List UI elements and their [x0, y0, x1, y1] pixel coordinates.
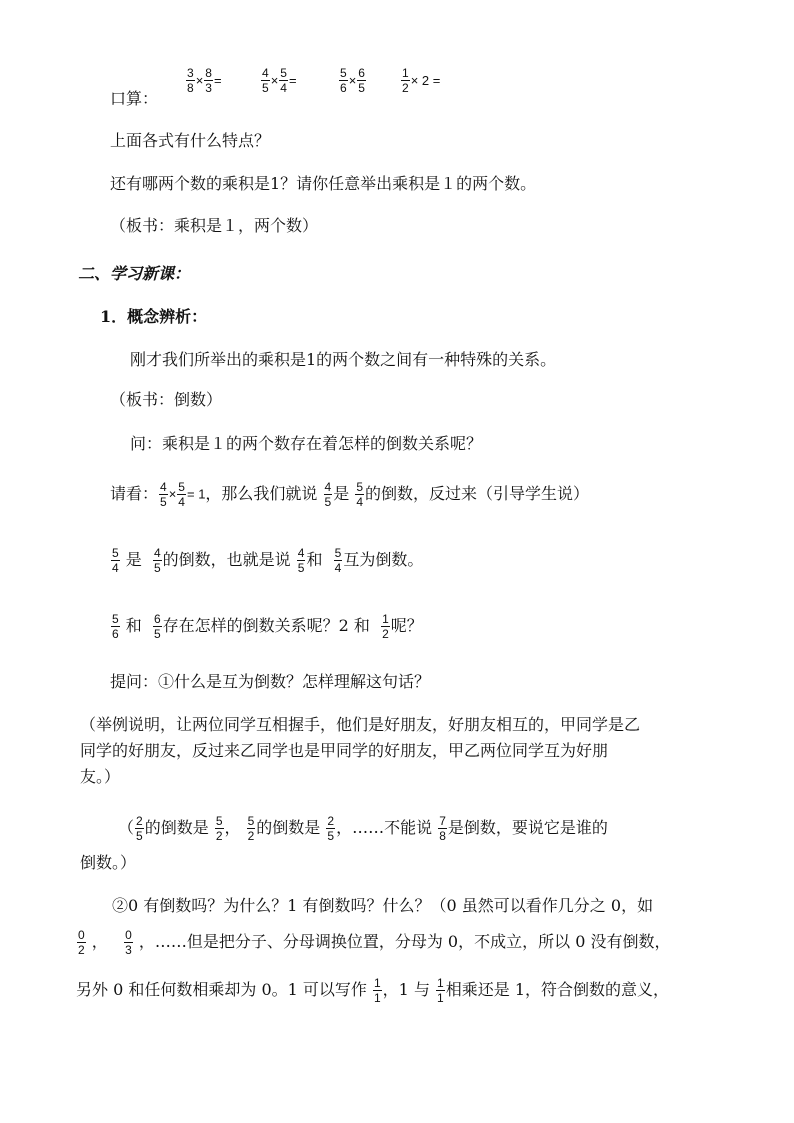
section-heading: 二、学习新课：: [78, 264, 191, 283]
example-para-line-3: 友。）: [80, 767, 121, 786]
expr-2: $\frac{4}{5}$ × $\frac{5}{4}$ =: [262, 66, 297, 95]
reciprocal-explain-line: $\frac{5}{4}$ 是 $\frac{4}{5}$ 的倒数，也就是说 $\frac{4}{5}$ 和 $\frac{5}{4}$ 互为倒数。: [112, 546, 424, 575]
fraction: $\frac{5}{4}$: [178, 480, 185, 509]
fraction: $\frac{5}{4}$: [334, 546, 342, 575]
fraction: $\frac{5}{4}$: [280, 66, 287, 95]
expr-3: $\frac{5}{6}$ × $\frac{6}{5}$: [340, 66, 365, 95]
fraction: $\frac{5}{2}$: [247, 814, 255, 843]
fraction: $\frac{1}{2}$: [402, 66, 409, 95]
paragraph-relation: 刚才我们所举出的乘积是1的两个数之间有一种特殊的关系。: [130, 350, 557, 369]
fraction: $\frac{4}{5}$: [324, 480, 332, 509]
fraction: $\frac{2}{5}$: [136, 814, 143, 843]
subsection-heading: 1．概念辨析：: [100, 307, 208, 326]
fraction: $\frac{5}{4}$: [112, 546, 119, 575]
fraction: $\frac{3}{8}$: [187, 66, 194, 95]
reciprocal-examples-line: （ $\frac{2}{5}$ 的倒数是 $\frac{5}{2}$ ， $\frac{5}{2}$ 的倒数是 $\frac{2}{5}$ ，……不能说 $\frac{7}{8}$ 是倒数，要说它是谁的: [118, 814, 608, 843]
fraction: $\frac{4}{5}$: [297, 546, 305, 575]
fraction: $\frac{2}{5}$: [327, 814, 335, 843]
fraction: $\frac{4}{5}$: [160, 480, 167, 509]
question-zero-one: ②0 有倒数吗？为什么？1 有倒数吗？什么？（0 虽然可以看作几分之 0，如: [112, 896, 654, 915]
fraction: $\frac{1}{1}$: [437, 976, 444, 1005]
example-look-line: 请看： $\frac{4}{5}$ × $\frac{5}{4}$ = 1，那么我们就说 $\frac{4}{5}$ 是 $\frac{5}{4}$ 的倒数，反过来（引导学生说）: [110, 480, 590, 509]
expr-1: $\frac{3}{8}$ × $\frac{8}{3}$ =: [187, 66, 222, 95]
fraction: $\frac{4}{5}$: [153, 546, 161, 575]
fraction: $\frac{5}{6}$: [340, 66, 347, 95]
fraction: $\frac{0}{2}$: [78, 928, 85, 957]
prompt-question-1: 提问：①什么是互为倒数？怎样理解这句话？: [110, 672, 431, 691]
fraction: $\frac{1}{1}$: [373, 976, 381, 1005]
fraction: $\frac{1}{2}$: [382, 612, 389, 641]
fraction: $\frac{4}{5}$: [262, 66, 269, 95]
board-note-2: （板书：倒数）: [110, 390, 223, 409]
zero-explain-line: $\frac{0}{2}$ ， $\frac{0}{3}$ ，……但是把分子、分母调换位置，分母为 0，不成立，所以 0 没有倒数，: [78, 928, 671, 957]
expr-4: $\frac{1}{2}$ × 2 =: [402, 66, 441, 95]
fraction: $\frac{5}{4}$: [356, 480, 364, 509]
reciprocal-question-line: $\frac{5}{6}$ 和 $\frac{6}{5}$ 存在怎样的倒数关系呢？2 和 $\frac{1}{2}$ 呢？: [112, 612, 423, 641]
fraction: $\frac{7}{8}$: [439, 814, 446, 843]
fraction: $\frac{6}{5}$: [358, 66, 365, 95]
board-note-1: （板书：乘积是１，两个数）: [110, 216, 319, 235]
question-reciprocal: 问：乘积是１的两个数存在着怎样的倒数关系呢？: [130, 434, 483, 453]
example-para-line-1: （举例说明，让两位同学互相握手，他们是好朋友，好朋友相互的，甲同学是乙: [80, 715, 641, 734]
reciprocal-examples-cont: 倒数。）: [80, 853, 137, 872]
fraction: $\frac{8}{3}$: [205, 66, 212, 95]
example-para-line-2: 同学的好朋友，反过来乙同学也是甲同学的好朋友，甲乙两位同学互为好朋: [80, 741, 609, 760]
question-features: 上面各式有什么特点？: [110, 131, 271, 150]
mental-label: 口算：: [110, 89, 159, 108]
fraction: $\frac{5}{6}$: [112, 612, 119, 641]
fraction: $\frac{0}{3}$: [125, 928, 132, 957]
one-explain-line: 另外 0 和任何数相乘却为 0。1 可以写作 $\frac{1}{1}$ ，1 与 $\frac{1}{1}$ 相乘还是 1，符合倒数的意义，: [76, 976, 670, 1005]
fraction: $\frac{6}{5}$: [153, 612, 161, 641]
fraction: $\frac{5}{2}$: [215, 814, 223, 843]
question-product-one: 还有哪两个数的乘积是1？请你任意举出乘积是１的两个数。: [110, 174, 537, 193]
